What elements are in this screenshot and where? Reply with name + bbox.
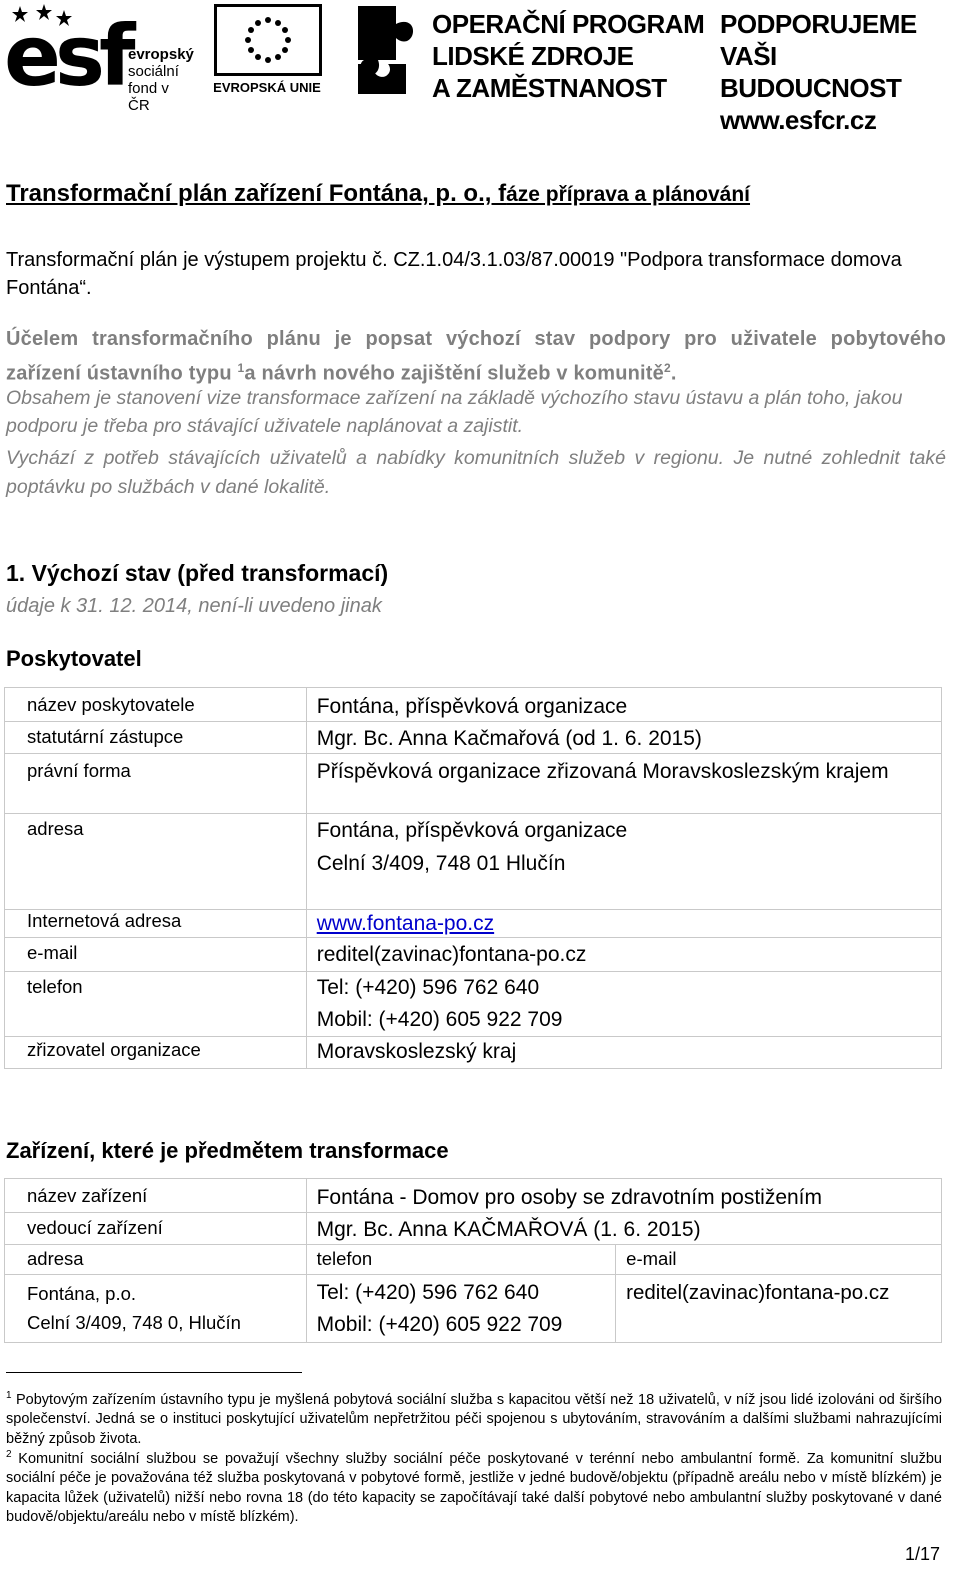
provider-heading: Poskytovatel bbox=[6, 646, 142, 671]
email-label: e-mail bbox=[5, 938, 307, 972]
op-line2: LIDSKÉ ZDROJE bbox=[432, 41, 634, 71]
intro-paragraph: Transformační plán je výstupem projektu č. CZ.1.04/3.1.03/87.00019 "Podpora transformace domova Fontána“. bbox=[6, 249, 902, 299]
puzzle-icon bbox=[356, 4, 422, 96]
header-banner bbox=[0, 0, 960, 135]
address-label: adresa bbox=[5, 814, 307, 910]
footnote-1-num: 1 bbox=[6, 1390, 12, 1401]
op-line1: OPERAČNÍ PROGRAM bbox=[432, 9, 705, 39]
document-title bbox=[6, 178, 906, 211]
table-row bbox=[5, 1275, 942, 1343]
table-row bbox=[5, 972, 942, 1037]
website-link[interactable]: www.fontana-po.cz bbox=[316, 912, 495, 935]
legal-value: Příspěvková organizace zřizovaná Moravskoslezským krajem bbox=[306, 754, 941, 814]
footnote-1 bbox=[6, 1386, 942, 1449]
op-program-text bbox=[432, 8, 704, 104]
page-number: 1/17 bbox=[904, 1544, 940, 1564]
phone-label: telefon bbox=[5, 972, 307, 1037]
esf-line1: evropský bbox=[128, 46, 194, 63]
facility-email: reditel(zavinac)fontana-po.cz bbox=[616, 1275, 942, 1343]
table-row bbox=[5, 688, 942, 722]
esf-line3: fond v ČR bbox=[128, 80, 169, 114]
provider-name-value: Fontána, příspěvková organizace bbox=[306, 688, 941, 722]
facility-address-line2: Celní 3/409, 748 0, Hlučín bbox=[27, 1312, 241, 1333]
col-address: adresa bbox=[5, 1245, 307, 1275]
footnote-ref-1: 1 bbox=[237, 361, 245, 375]
phone-value bbox=[306, 972, 941, 1037]
founder-value: Moravskoslezský kraj bbox=[306, 1037, 941, 1069]
rep-label: statutární zástupce bbox=[5, 722, 307, 754]
based-paragraph: Vychází z potřeb stávajících uživatelů a nabídky komunitních služeb v regionu. Je nutné zohlednit také poptávku po službách v dané lokalitě. bbox=[6, 447, 946, 498]
facility-heading: Zařízení, které je předmětem transformace bbox=[6, 1138, 449, 1163]
table-row bbox=[5, 1037, 942, 1069]
col-phone: telefon bbox=[306, 1245, 616, 1275]
web-cell bbox=[306, 910, 941, 938]
purpose-c: . bbox=[670, 362, 677, 385]
facility-phone-line2: Mobil: (+420) 605 922 709 bbox=[316, 1313, 563, 1336]
eu-flag-icon bbox=[214, 4, 322, 76]
table-row bbox=[5, 1213, 942, 1245]
title-main: Transformační plán zařízení Fontána, p. o., f bbox=[6, 180, 507, 207]
content-paragraph: Obsahem je stanovení vize transformace zařízení na základě výchozího stavu ústavu a plán toho, jakou podporu je třeba pro stávající uživatele naplánovat a zajistit. bbox=[6, 387, 903, 437]
rep-value: Mgr. Bc. Anna Kačmařová (od 1. 6. 2015) bbox=[306, 722, 941, 754]
facility-address-line1: Fontána, p.o. bbox=[27, 1283, 137, 1304]
address-line1: Fontána, příspěvková organizace bbox=[316, 819, 628, 842]
address-value bbox=[306, 814, 941, 910]
address-line2: Celní 3/409, 748 01 Hlučín bbox=[316, 852, 566, 875]
footnote-2-text: Komunitní sociální službou se považují všechny služby sociální péče poskytované v terénní nebo ambulantní formě. Za komunitní službu sociální péče je považována též služba poskytovaná v pobytové formě, jestliže v jedné budově/objektu (případně areálu nebo v místě blízkém) je kapacita lůžek (uživatelů) nižší nebo rovna 18 (do této kapacity se započítávají také další pobytové nebo ambulantní služby poskytované v dané budově/objektu/areálu nebo v místě blízkém). bbox=[6, 1450, 942, 1526]
eu-label: EVROPSKÁ UNIE bbox=[213, 80, 321, 95]
support-text bbox=[720, 8, 960, 136]
purpose-paragraph bbox=[6, 325, 946, 389]
facility-name-label: název zařízení bbox=[5, 1179, 307, 1213]
facility-phone-line1: Tel: (+420) 596 762 640 bbox=[316, 1281, 540, 1304]
table-row bbox=[5, 938, 942, 972]
head-value: Mgr. Bc. Anna KAČMAŘOVÁ (1. 6. 2015) bbox=[306, 1213, 941, 1245]
email-value: reditel(zavinac)fontana-po.cz bbox=[306, 938, 941, 972]
section-heading: 1. Výchozí stav (před transformací) bbox=[6, 560, 389, 586]
facility-address bbox=[5, 1275, 307, 1343]
section-note: údaje k 31. 12. 2014, není-li uvedeno jinak bbox=[6, 595, 382, 617]
esf-text bbox=[128, 46, 194, 114]
phone-line2: Mobil: (+420) 605 922 709 bbox=[316, 1008, 563, 1031]
purpose-a: Účelem transformačního plánu je popsat výchozí stav podpory pro uživatele pobytového zařízení ústavního typu bbox=[6, 328, 946, 385]
table-row bbox=[5, 1179, 942, 1213]
footnote-ref-2: 2 bbox=[664, 361, 671, 375]
support-line1: PODPORUJEME bbox=[720, 9, 917, 39]
esf-logo bbox=[4, 4, 194, 114]
table-row bbox=[5, 910, 942, 938]
legal-label: právní forma bbox=[5, 754, 307, 814]
purpose-b: a návrh nového zajištění služeb v komunitě bbox=[244, 362, 664, 385]
support-line2: VAŠI BUDOUCNOST bbox=[720, 41, 902, 103]
facility-phone bbox=[306, 1275, 616, 1343]
facility-table bbox=[4, 1178, 942, 1343]
facility-name-value: Fontána - Domov pro osoby se zdravotním postižením bbox=[306, 1179, 941, 1213]
footnote-2 bbox=[6, 1445, 942, 1528]
web-label: Internetová adresa bbox=[5, 910, 307, 938]
title-small: áze příprava a plánování bbox=[506, 183, 751, 206]
head-label: vedoucí zařízení bbox=[5, 1213, 307, 1245]
eu-logo bbox=[208, 4, 324, 100]
phone-line1: Tel: (+420) 596 762 640 bbox=[316, 976, 540, 999]
table-row bbox=[5, 722, 942, 754]
provider-table bbox=[4, 687, 942, 1069]
op-line3: A ZAMĚSTNANOST bbox=[432, 73, 667, 103]
support-line3: www.esfcr.cz bbox=[720, 105, 877, 135]
provider-name-label: název poskytovatele bbox=[5, 688, 307, 722]
esf-line2: sociální bbox=[128, 63, 179, 80]
footnote-2-num: 2 bbox=[6, 1449, 12, 1460]
col-email: e-mail bbox=[616, 1245, 942, 1275]
footnote-divider bbox=[6, 1372, 302, 1373]
footnote-1-text: Pobytovým zařízením ústavního typu je myšlená pobytová sociální služba s kapacitou větší než 18 uživatelů, v níž jsou lidé izolováni od širšího společenství. Jedná se o instituci poskytující uživatelům nepřetržitou péči spojenou s ubytováním, stravováním a dalšími službami nahrazujícími běžný způsob života. bbox=[6, 1391, 942, 1447]
table-row bbox=[5, 754, 942, 814]
founder-label: zřizovatel organizace bbox=[5, 1037, 307, 1069]
esf-letters: esf bbox=[4, 7, 130, 105]
table-row bbox=[5, 1245, 942, 1275]
table-row bbox=[5, 814, 942, 910]
